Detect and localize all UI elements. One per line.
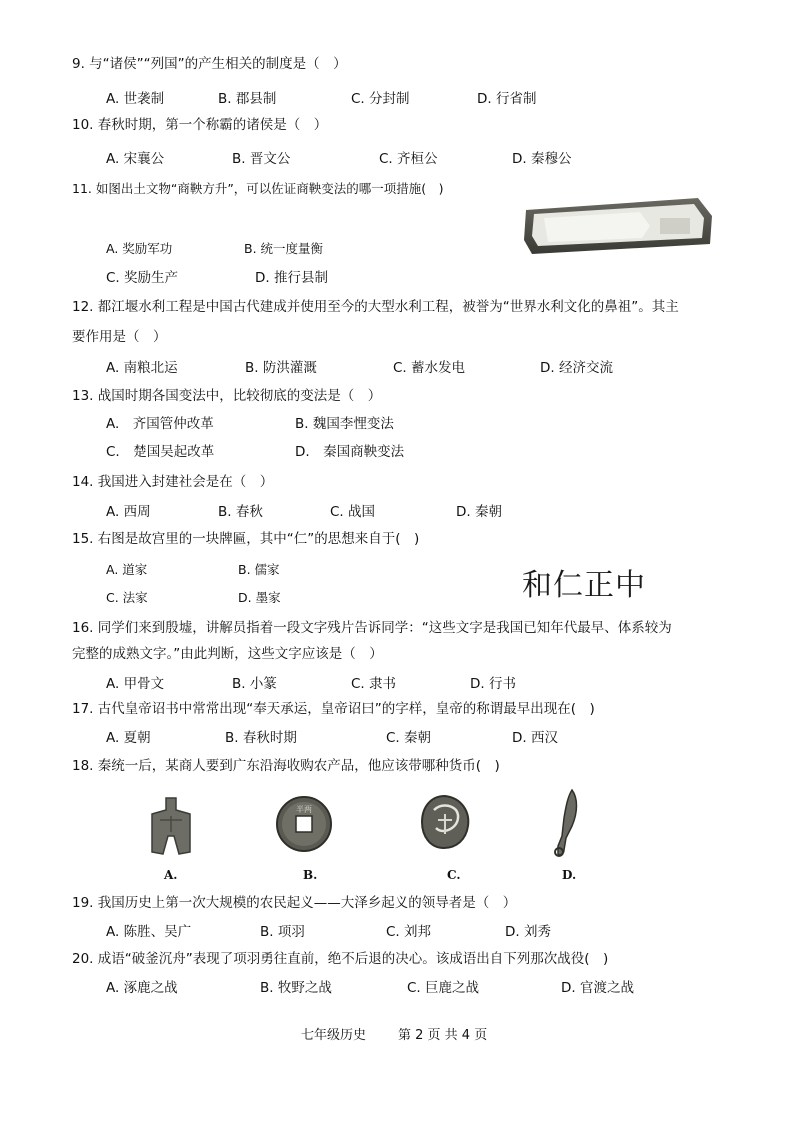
question-17-option-b: B. 春秋时期 [225, 730, 297, 746]
question-19-option-b: B. 项羽 [260, 924, 305, 940]
footer-page-number: 第 2 页 共 4 页 [398, 1028, 488, 1043]
question-12-stem-line1: 12. 都江堰水利工程是中国古代建成并使用至今的大型水利工程，被誉为“世界水利文化的鼻祖”。其主 [72, 299, 679, 315]
question-14-option-c: C. 战国 [330, 504, 376, 520]
ant-nose-money-icon [418, 794, 472, 850]
question-13-option-d: D. 秦国商鞅变法 [295, 444, 405, 460]
question-17-stem: 17. 古代皇帝诏书中常常出现“奉天承运，皇帝诏曰”的字样，皇帝的称谓最早出现在( ) [72, 701, 595, 717]
shang-yang-fangsheng-image [520, 196, 715, 256]
banliang-coin-text: 半两 [296, 805, 312, 814]
question-18-stem: 18. 秦统一后，某商人要到广东沿海收购农产品，他应该带哪种货币( ) [72, 758, 500, 774]
question-10-option-d: D. 秦穆公 [512, 151, 572, 167]
question-16-stem-line2: 完整的成熟文字。”由此判断，这些文字应该是（ ） [72, 646, 383, 662]
question-14-option-d: D. 秦朝 [456, 504, 502, 520]
question-9-stem: 9. 与“诸侯”“列国”的产生相关的制度是（ ） [72, 56, 347, 72]
question-11-option-a: A. 奖励军功 [106, 241, 173, 256]
question-17-option-c: C. 秦朝 [386, 730, 432, 746]
knife-money-icon [548, 788, 584, 860]
question-12-option-a: A. 南粮北运 [106, 360, 178, 376]
question-14-option-a: A. 西周 [106, 504, 151, 520]
question-9-option-a: A. 世袭制 [106, 91, 165, 107]
question-15-option-b: B. 儒家 [238, 562, 280, 577]
question-10-option-c: C. 齐桓公 [379, 151, 438, 167]
question-16-option-c: C. 隶书 [351, 676, 397, 692]
question-19-option-a: A. 陈胜、吴广 [106, 924, 192, 940]
question-12-stem-line2: 要作用是（ ） [72, 329, 167, 345]
question-18-option-a: A. [164, 868, 178, 882]
question-11-option-c: C. 奖励生产 [106, 270, 179, 286]
question-13-option-c: C. 楚国吴起改革 [106, 444, 215, 460]
question-18-option-d: D. [562, 868, 577, 882]
question-10-option-b: B. 晋文公 [232, 151, 291, 167]
question-16-option-b: B. 小篆 [232, 676, 277, 692]
banliang-coin-icon [275, 795, 333, 853]
question-10-option-a: A. 宋襄公 [106, 151, 165, 167]
question-20-option-a: A. 涿鹿之战 [106, 980, 178, 996]
question-13-stem: 13. 战国时期各国变法中，比较彻底的变法是（ ） [72, 388, 382, 404]
question-18-option-b: B. [303, 868, 318, 882]
question-19-option-d: D. 刘秀 [505, 924, 551, 940]
question-15-option-c: C. 法家 [106, 590, 148, 605]
question-13-option-b: B. 魏国李悝变法 [295, 416, 394, 432]
question-9-option-b: B. 郡县制 [218, 91, 277, 107]
question-20-option-c: C. 巨鹿之战 [407, 980, 480, 996]
question-15-option-d: D. 墨家 [238, 590, 281, 605]
question-20-option-d: D. 官渡之战 [561, 980, 634, 996]
question-20-stem: 20. 成语“破釜沉舟”表现了项羽勇往直前，绝不后退的决心。该成语出自下列那次战役( ) [72, 951, 609, 967]
question-11-option-d: D. 推行县制 [255, 270, 328, 286]
question-18-option-c: C. [447, 868, 461, 882]
question-14-stem: 14. 我国进入封建社会是在（ ） [72, 474, 274, 490]
question-14-option-b: B. 春秋 [218, 504, 263, 520]
question-12-option-b: B. 防洪灌溉 [245, 360, 317, 376]
question-15-stem: 15. 右图是故宫里的一块牌匾，其中“仁”的思想来自于( ) [72, 531, 420, 547]
footer-subject: 七年级历史 [301, 1028, 367, 1043]
question-9-option-c: C. 分封制 [351, 91, 410, 107]
question-17-option-a: A. 夏朝 [106, 730, 151, 746]
forbidden-city-plaque-text: 和仁正中 [522, 568, 646, 603]
question-16-option-a: A. 甲骨文 [106, 676, 165, 692]
question-19-stem: 19. 我国历史上第一次大规模的农民起义——大泽乡起义的领导者是（ ） [72, 895, 517, 911]
question-9-option-d: D. 行省制 [477, 91, 537, 107]
question-11-option-b: B. 统一度量衡 [244, 241, 324, 256]
question-12-option-c: C. 蓄水发电 [393, 360, 466, 376]
spade-money-icon [146, 796, 196, 858]
question-15-option-a: A. 道家 [106, 562, 148, 577]
question-11-stem: 11. 如图出土文物“商鞅方升”，可以佐证商鞅变法的哪一项措施( ) [72, 181, 444, 196]
question-16-option-d: D. 行书 [470, 676, 516, 692]
question-20-option-b: B. 牧野之战 [260, 980, 332, 996]
question-10-stem: 10. 春秋时期，第一个称霸的诸侯是（ ） [72, 117, 328, 133]
question-19-option-c: C. 刘邦 [386, 924, 432, 940]
question-13-option-a: A. 齐国管仲改革 [106, 416, 214, 432]
question-17-option-d: D. 西汉 [512, 730, 558, 746]
question-16-stem-line1: 16. 同学们来到殷墟，讲解员指着一段文字残片告诉同学：“这些文字是我国已知年代最早、体系较为 [72, 620, 672, 636]
question-12-option-d: D. 经济交流 [540, 360, 613, 376]
